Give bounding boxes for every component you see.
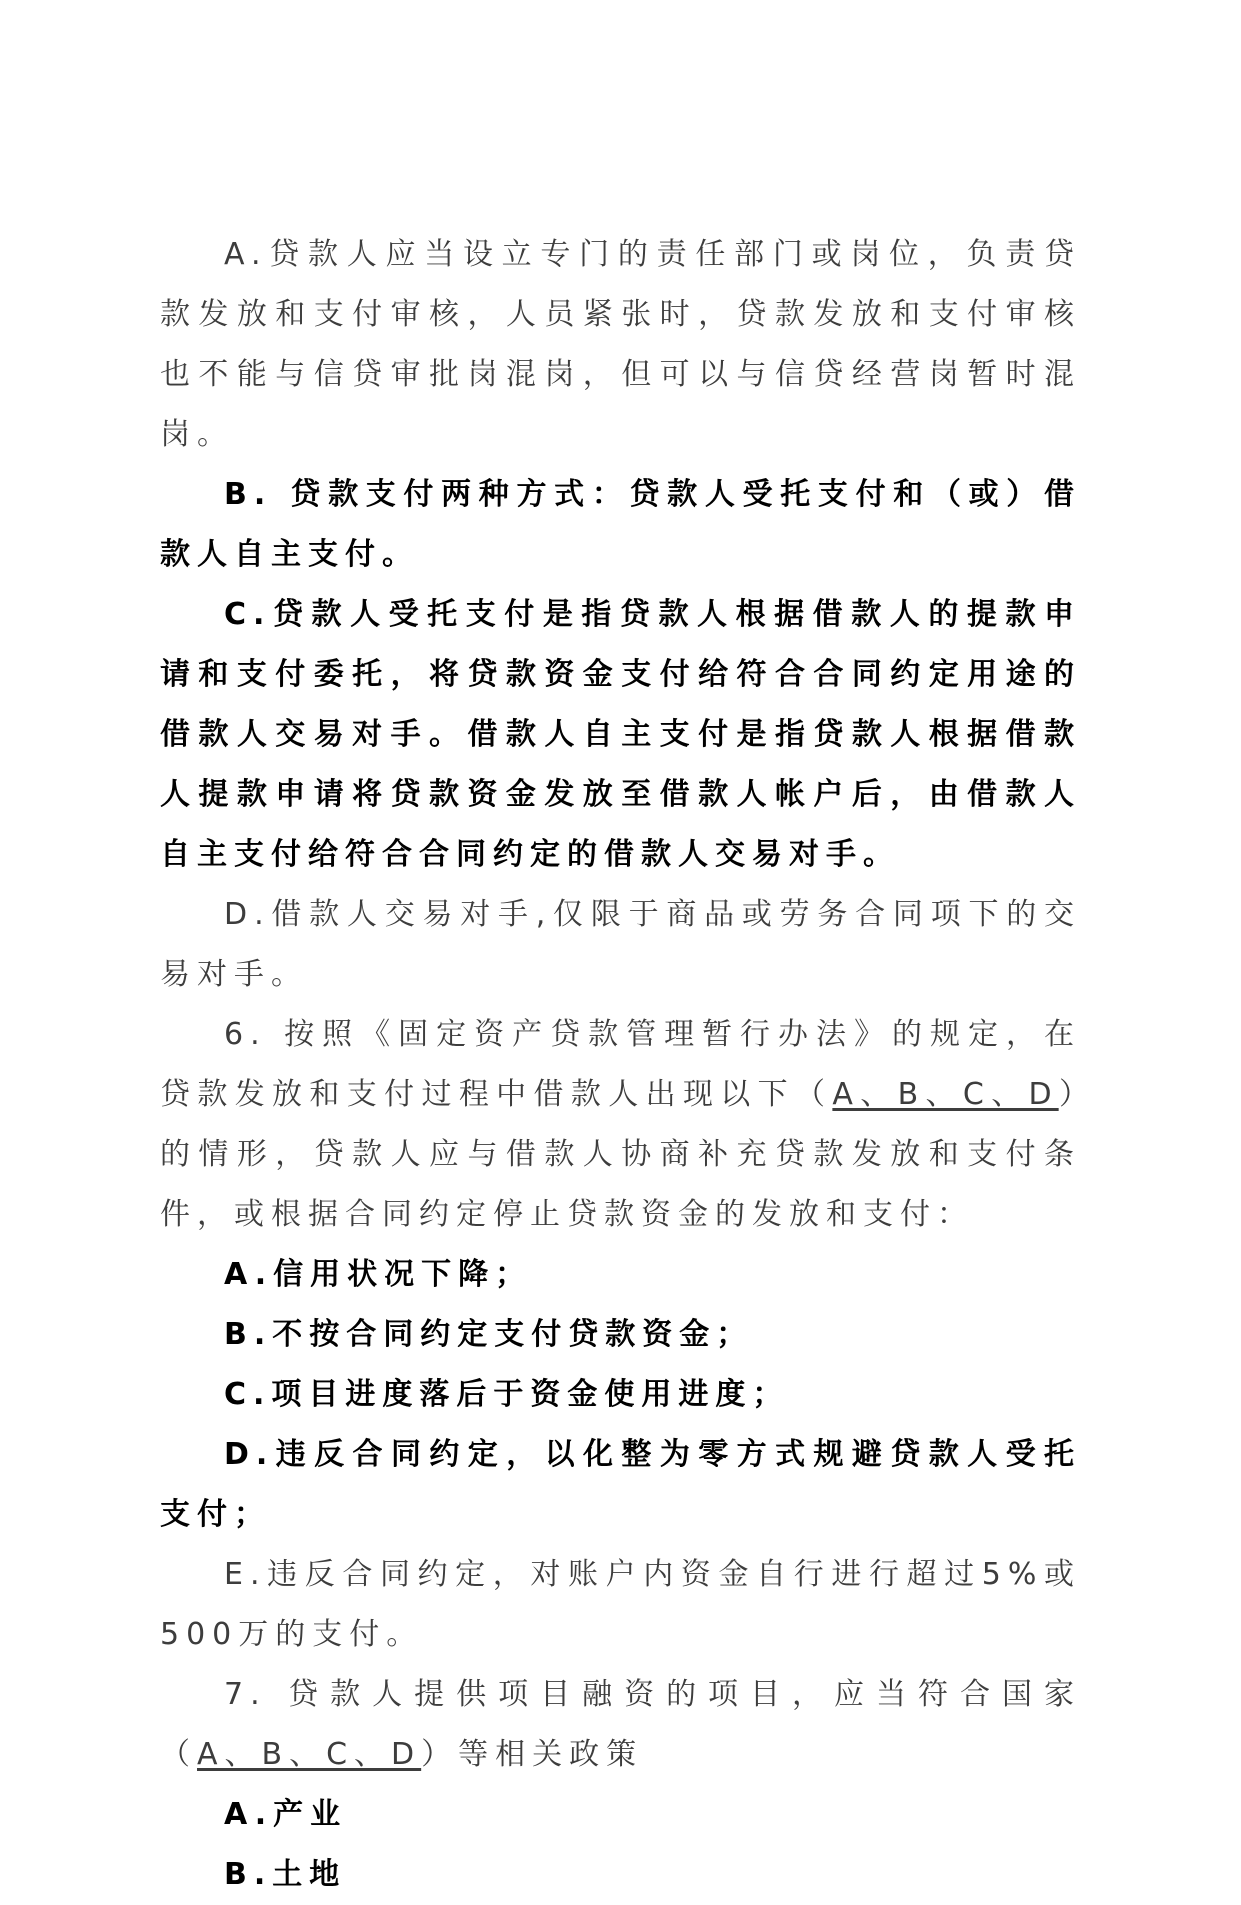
option-5b: B. 贷款支付两种方式：贷款人受托支付和（或）借款人自主支付。 bbox=[160, 477, 1081, 572]
question-6-text-end: ）的情形，贷款人应与借款人协商补充贷款发放和支付条件，或根据合同约定停止贷款资金的发放和支付： bbox=[160, 1077, 1082, 1232]
option-6d: D.违反合同约定，以化整为零方式规避贷款人受托支付； bbox=[160, 1437, 1081, 1532]
option-5c: C.贷款人受托支付是指贷款人根据借款人的提款申请和支付委托，将贷款资金支付给符合合同约定用途的借款人交易对手。借款人自主支付是指贷款人根据借款人提款申请将贷款资金发放至借款人帐户后，由借款人自主支付给符合合同约定的借款人交易对手。 bbox=[160, 597, 1081, 872]
option-7a: A.产业 bbox=[224, 1797, 348, 1832]
option-6e: E.违反合同约定，对账户内资金自行进行超过5%或500万的支付。 bbox=[160, 1557, 1081, 1652]
option-7b: B.土地 bbox=[224, 1857, 347, 1892]
option-5d: D.借款人交易对手,仅限于商品或劳务合同项下的交易对手。 bbox=[160, 897, 1081, 992]
option-6b: B.不按合同约定支付贷款资金； bbox=[224, 1317, 754, 1352]
question-6 bbox=[160, 1005, 1081, 1245]
question-7-answer: A、B、C、D bbox=[197, 1737, 422, 1772]
question-6-answer: A、B、C、D bbox=[832, 1077, 1059, 1112]
option-6c: C.项目进度落后于资金使用进度； bbox=[224, 1377, 790, 1412]
question-6-text-start: 6. 按照《固定资产贷款管理暂行办法》的规定，在贷款发放和支付过程中借款人出现以下（ bbox=[160, 1017, 1081, 1112]
option-5a: A.贷款人应当设立专门的责任部门或岗位，负责贷款发放和支付审核，人员紧张时，贷款发放和支付审核也不能与信贷审批岗混岗，但可以与信贷经营岗暂时混岗。 bbox=[160, 237, 1081, 452]
option-6a: A.信用状况下降； bbox=[224, 1257, 533, 1292]
question-7-text-start: 7. 贷款人提供项目融资的项目，应当符合国家（ bbox=[160, 1677, 1081, 1772]
question-7 bbox=[160, 1665, 1081, 1785]
question-7-text-end: ）等相关政策 bbox=[421, 1737, 644, 1772]
